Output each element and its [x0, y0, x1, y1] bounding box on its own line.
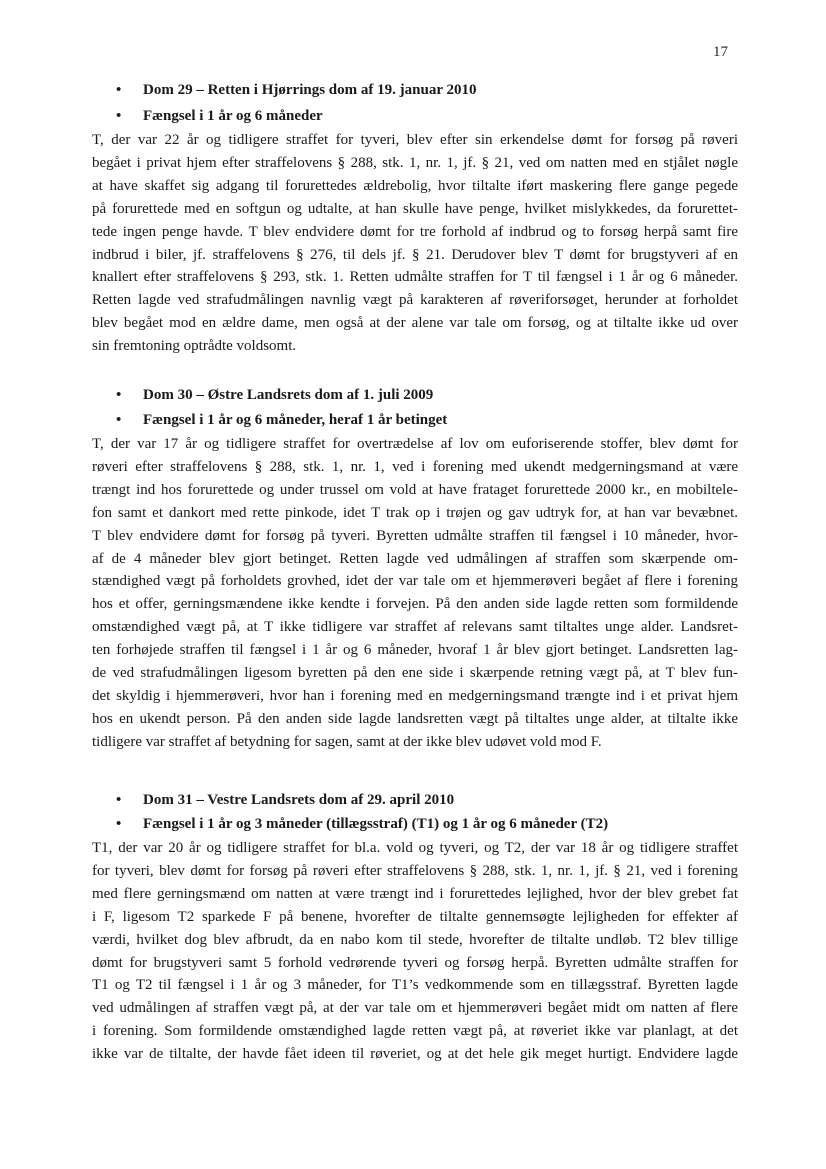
body-line: indbrud i biler, jf. straffelovens § 276, til dels jf. § 21. Derudover blev T dømt for brugstyveri af en: [92, 246, 738, 263]
body-line: ved udmålingen af straffen vægt på, at der var tale om et hjemmerøveri begået midt om natten af flere: [92, 1000, 738, 1017]
body-line: Retten lagde ved strafudmålingen navnlig vægt på karakteren af røveriforsøget, herunder at forholdet: [92, 292, 738, 309]
case-sentence: • Fængsel i 1 år og 6 måneder: [92, 104, 738, 128]
body-line: begået i privat hjem efter straffelovens § 288, stk. 1, nr. 1, jf. § 21, ved om natten med en stjålet nøgle: [92, 154, 738, 171]
case-dom-29: [92, 78, 738, 358]
body-line: tede ingen penge havde. T blev endvidere dømt for tre forhold af indbrud og to forsøg herpå samt fire: [92, 223, 738, 240]
body-line: at have skaffet sig adgang til forurettedes ældrebolig, hvor tiltalte iført maskering flere gange pegede: [92, 177, 738, 194]
body-line: i F, ligesom T2 sparkede F på benene, hvorefter de tiltalte gennemsøgte lejligheden for effekter af: [92, 908, 738, 925]
case-body: [92, 433, 738, 754]
body-line: røveri efter straffelovens § 288, stk. 1, nr. 1, ved i forening med ukendt medgerningsmand at være: [92, 458, 738, 475]
body-line: hos et offer, gerningsmændene ikke kendte i forvejen. På den anden side lagde retten som formildende: [92, 596, 738, 613]
case-dom-30: [92, 383, 738, 754]
body-line: ikke var de tiltalte, der havde fået ideen til røveriet, og at det hele gik meget hurtigt. Endvidere lagde: [92, 1046, 738, 1063]
body-line: T1 og T2 til fængsel i 1 år og 3 måneder, for T1’s vedkommende som en tillægsstraf. Byretten lagde: [92, 977, 738, 994]
body-line: T1, der var 20 år og tidligere straffet for bl.a. vold og tyveri, og T2, der var 18 år og tidligere straffet: [92, 840, 738, 856]
case-heading: • Dom 30 – Østre Landsrets dom af 1. juli 2009: [92, 383, 738, 407]
body-line: T blev endvidere dømt for forsøg på tyveri. Byretten udmålte straffen til fængsel i 10 måneder, hvor-: [92, 527, 738, 544]
body-line: hos en ukendt person. På den anden side lagde landsretten vægt på tiltaltes unge alder, at tiltalte ikke: [92, 710, 738, 727]
body-line: trængt ind hos forurettede og under trussel om vold at have frataget forurettede 2000 kr., en mobiltele-: [92, 481, 738, 498]
body-line: knallert efter straffelovens § 293, stk. 1. Retten udmålte straffen for T til fængsel i 1 år og 6 måneder.: [92, 269, 738, 286]
body-line: stændighed vægt på forholdets grovhed, idet der var tale om et hjemmerøveri begået af flere i forening: [92, 573, 738, 590]
body-line: sin fremtoning optrådte voldsomt.: [92, 338, 297, 355]
body-line: de ved strafudmålingen ligesom byretten på den ene side i skærpende retning vægt på, at T blev fun-: [92, 665, 738, 682]
case-heading: • Dom 31 – Vestre Landsrets dom af 29. april 2010: [92, 788, 738, 812]
body-line: det skyldig i hjemmerøveri, hvor han i forening med en medgerningsmand trængte ind i et privat hjem: [92, 687, 738, 704]
body-line: på forurettede med en softgun og udtalte, at han skulle have penge, hvilket mislykkedes, da forurettet-: [92, 200, 738, 217]
case-body: [92, 129, 738, 358]
body-line: med flere gerningsmænd om natten at være trængt ind i forurettedes lejlighed, hvor der blev grebet fat: [92, 885, 738, 902]
case-sentence: • Fængsel i 1 år og 3 måneder (tillægsstraf) (T1) og 1 år og 6 måneder (T2): [92, 812, 738, 836]
body-line: blev begået mod en ældre dame, men også at der alene var tale om forsøg, og at tiltalte ikke ud over: [92, 315, 738, 332]
body-line: omstændighed vægt på, at T ikke tidligere var straffet af relevans samt tiltaltes unge alder. Landsret-: [92, 619, 738, 636]
body-line: T, der var 17 år og tidligere straffet for overtrædelse af lov om euforiserende stoffer, blev dømt for: [92, 436, 738, 452]
body-line: værdi, hvilket dog blev afbrudt, da en nabo kom til stede, hvorefter de tiltalte undløb. T2 blev tillige: [92, 931, 738, 948]
body-line: dømt for brugstyveri samt 5 forhold vedrørende tyveri og forsøg herpå. Byretten udmålte straffen for: [92, 954, 738, 971]
body-line: ten forhøjede straffen til fængsel i 1 år og 6 måneder, hvoraf 1 år blev gjort betinget. Landsretten lag-: [92, 642, 738, 659]
body-line: T, der var 22 år og tidligere straffet for tyveri, blev efter sin erkendelse dømt for forsøg på røveri: [92, 132, 738, 148]
case-sentence: • Fængsel i 1 år og 6 måneder, heraf 1 år betinget: [92, 408, 738, 432]
case-body: [92, 837, 738, 1066]
body-line: for tyveri, blev dømt for forsøg på røveri efter straffelovens § 288, stk. 1, nr. 1, jf. § 21, ved i forening: [92, 862, 738, 879]
body-line: af de 4 måneder blev gjort betinget. Retten lagde ved udmålingen af straffen som skærpende om-: [92, 550, 738, 567]
body-line: tidligere var straffet af betydning for sagen, samt at der ikke blev udøvet vold mod F.: [92, 733, 602, 750]
body-line: fon samt et dankort med rette pinkode, idet T trak op i trøjen og gav udtryk for, at han var bevæbnet.: [92, 504, 738, 521]
case-heading: • Dom 29 – Retten i Hjørrings dom af 19. januar 2010: [92, 78, 738, 102]
page-number: 17: [713, 44, 728, 60]
body-line: i forening. Som formildende omstændighed lagde retten vægt på, at røveriet ikke var planlagt, at det: [92, 1023, 738, 1040]
case-dom-31: [92, 788, 738, 1066]
